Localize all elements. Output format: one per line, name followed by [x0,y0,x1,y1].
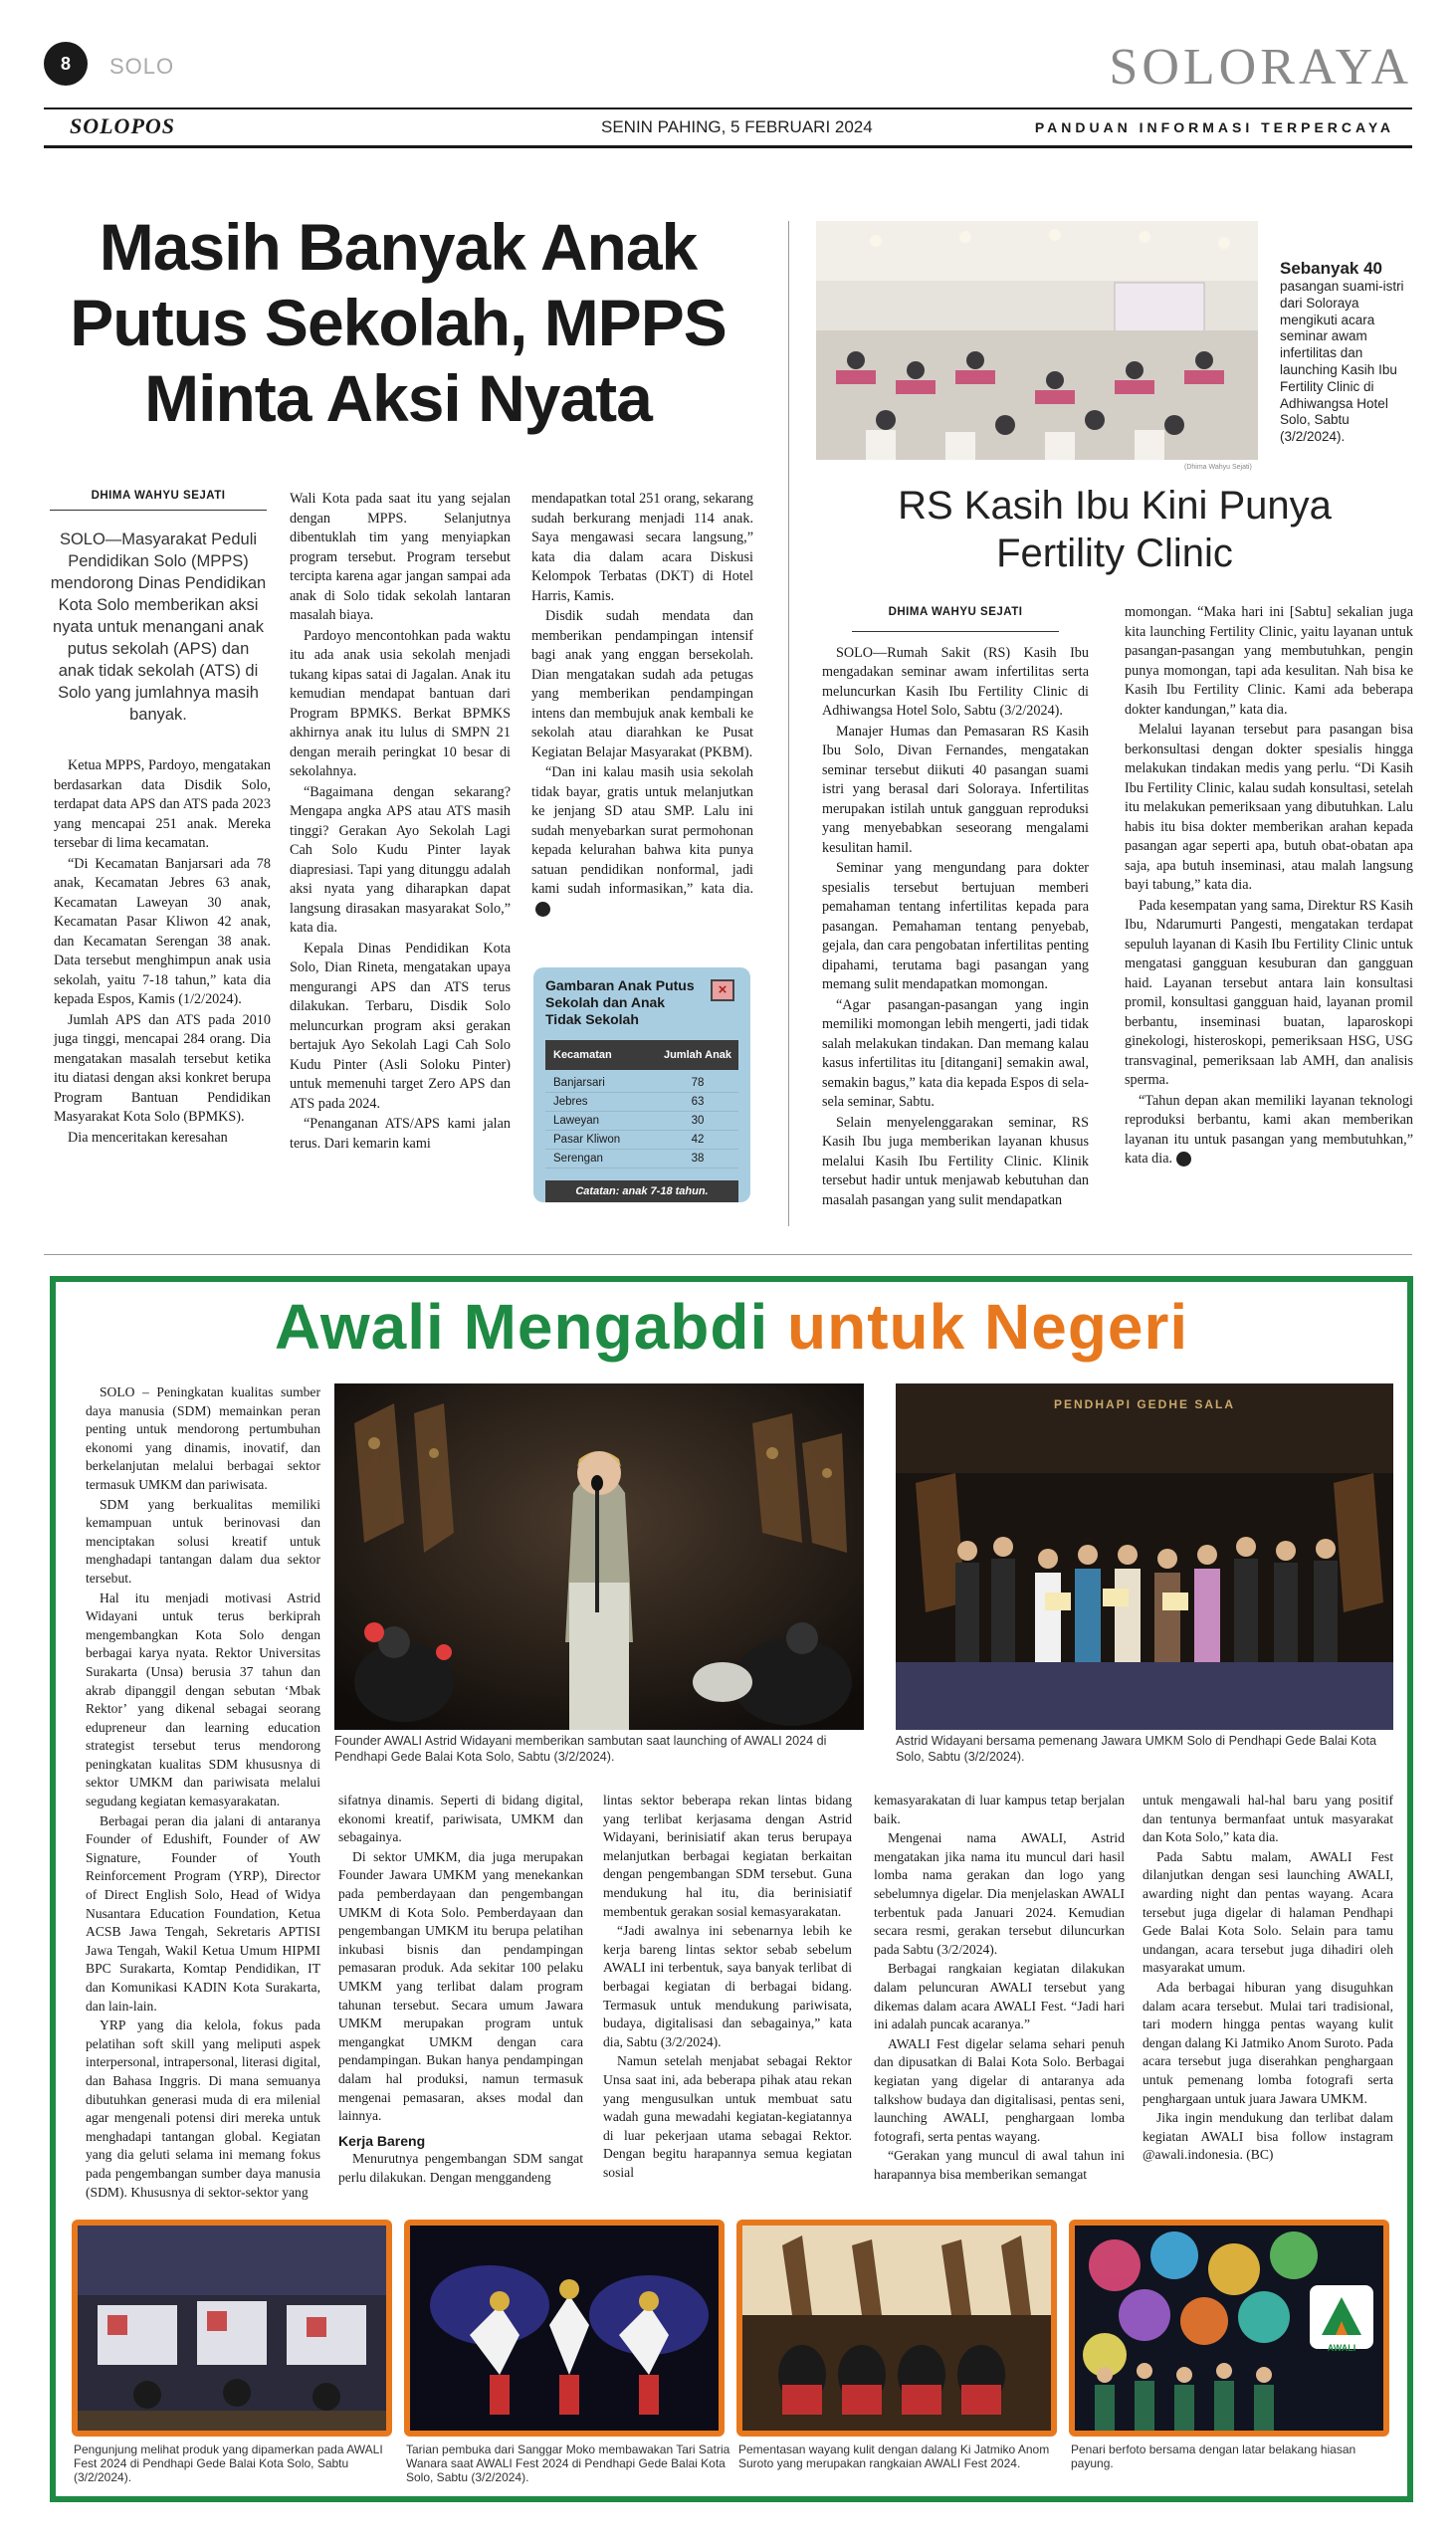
jawara-umkm-photo [896,1383,1393,1730]
paragraph: YRP yang dia kelola, fokus pada pelatihan soft skill yang meliputi aspek interpersonal, intrapersonal, literasi digital, dan Bahasa Inggris. Di mana semuanya dibutuhkan generasi muda di era milenial agar mengenali potensi diri mereka untuk menghadapi tantangan global. Kegiatan yang dia geluti selama ini memang fokus pada pengembangan sumber daya manusia (SDM). Khususnya di sektor-sektor yang [86,2017,320,2200]
infobox-note: Catatan: anak 7-18 tahun. [545,1180,738,1202]
seminar-caption [1280,259,1409,446]
paragraph: Kepala Dinas Pendidikan Kota Solo, Dian Rineta, mengatakan upaya mengurangi APS dan ATS terus dilakukan. Terbaru, Disdik Solo meluncurkan program aksi gerakan bertajuk Ayo Sekolah Lagi Cah Solo Kudu Pinter (Asli Soloku Pinter) untuk memenuhi target Zero APS dan ATS pada 2024. [290,940,511,1112]
paragraph-with-endmark [531,763,753,919]
paragraph: Berbagai peran dia jalani di antaranya Founder of Edushift, Founder of AW Signature, Founder of Youth Reinforcement Program (YRP), Director of Direct English Solo, Head of Widya Nusantara Education Foundation, Ketua ACSB Jawa Tengah, Sekretaris APTISI Jawa Tengah, Wakil Ketua Umum HIPMI BPC Surakarta, Komtap Pendidikan, IT dan Komunikasi KADIN Kota Surakarta, dan lain-lain. [86,1812,320,2014]
infobox-row-value: 42 [691,1134,705,1146]
paragraph: kemasyarakatan di luar kampus tetap berjalan baik. [874,1793,1125,1826]
page-number-badge [44,42,88,86]
paragraph: Seminar yang mengundang para dokter spesialis tersebut bertujuan memberi pemahaman tentang infertilitas kepada para pasangan. Pemahaman tentang penyebab, gejala, dan cara pengobatan infertilitas penting dipahami, terutama bagi pasangan yang memang sulit mendapatkan momongan. [822,860,1089,992]
article1-col1 [54,756,271,1149]
umbrella-dancers-photo [1075,2226,1383,2431]
tagline: PANDUAN INFORMASI TERPERCAYA [1034,119,1394,135]
umbrella-dancers-caption: Penari berfoto bersama dengan latar belakang hiasan payung. [1071,2442,1356,2470]
header-rule-top [44,107,1412,109]
close-icon: × [711,979,734,1001]
paragraph: Selain menyelenggarakan seminar, RS Kasih Ibu juga memberikan layanan khusus melalui Kasih Ibu Fertility Clinic. Klinik tersebut hadir untuk menjawab kebutuhan dan masalah pasangan yang sulit mendapatkan [822,1114,1089,1208]
paragraph: Pada Sabtu malam, AWALI Fest dilanjutkan dengan sesi launching AWALI, awarding night dan pentas wayang. Acara tersebut juga digelar di halaman Pendhapi Gede Balai Kota Solo. Selain para tamu undangan, acara tersebut juga dihadiri oleh masyarakat umum. [1143,1848,1393,1976]
paragraph: SOLO—Rumah Sakit (RS) Kasih Ibu mengadakan seminar awam infertilitas serta meluncurkan Kasih Ibu Fertility Clinic di Adhiwangsa Hotel Solo, Sabtu (3/2/2024). [822,644,1089,719]
paragraph: “Di Kecamatan Banjarsari ada 78 anak, Kecamatan Jebres 63 anak, Kecamatan Laweyan 30 anak, Kecamatan Pasar Kliwon 42 anak, dan Kecamatan Serengan 38 anak. Data tersebut menghimpun anak usia sekolah, yaitu 7-18 tahun,” kata dia kepada Espos, Kamis (1/2/2024). [54,855,271,1007]
paragraph: Namun setelah menjabat sebagai Rektor Unsa saat ini, ada beberapa pihak atau rekan yang mengusulkan untuk membuat satu wadah guna mewadahi kegiatan-kegiatannya di luar pekerjaan utama sebagai Rektor. Dengan begitu harapannya semua kegiatan sosial [603,2053,852,2180]
paragraph: Disdik sudah mendata dan memberikan pendampingan intensif bagi anak yang enggan bersekolah. Dian mengatakan sudah ada petugas yang memberikan pendampingan intens dan membujuk anak kembali ke sekolah atau diarahkan ke Pusat Kegiatan Belajar Masyarakat (PKBM). [531,608,753,760]
seminar-photo-illustration [816,221,1258,460]
jawara-umkm-illustration [896,1383,1393,1730]
infobox-row [545,1131,738,1150]
paragraph: AWALI Fest digelar selama sehari penuh dan dipusatkan di Balai Kota Solo. Berbagai kegiatan yang digelar di antaranya ada talkshow budaya dan digitalisasi, pentas seni, launching AWALI, penghargaan lomba fotografi, serta pentas wayang. [874,2035,1125,2144]
infobox-row [545,1093,738,1112]
article2-byline: DHIMA WAHYU SEJATI [852,603,1059,632]
paragraph: SDM yang berkualitas memiliki kemampuan untuk berinovasi dan menciptakan solusi kreatif untuk menghadapi tantangan dalam dua sektor tersebut. [86,1496,320,1586]
infobox-row-value: 30 [691,1115,705,1127]
astrid-speech-caption: Founder AWALI Astrid Widayani memberikan sambutan saat launching of AWALI 2024 di Pendhapi Gede Balai Kota Solo, Sabtu (3/2/2024). [334,1734,827,1764]
article1-lead: SOLO—Masyarakat Peduli Pendidikan Solo (MPPS) mendorong Dinas Pendidikan Kota Solo memberikan aksi nyata untuk menangani anak putus sekolah (APS) dan anak tidak sekolah (ATS) di Solo yang jumlahnya masih banyak. [50,531,267,724]
infobox-row-value: 63 [691,1096,705,1108]
seminar-photo-credit: (Dhima Wahyu Sejati) [1184,464,1252,471]
paragraph: Jika ingin mendukung dan terlibat dalam kegiatan AWALI bisa follow instagram @awali.indonesia. (BC) [1143,2110,1393,2163]
infobox-row-name: Serengan [553,1153,603,1165]
article1-lead-block [50,490,267,726]
paragraph: “Gerakan yang muncul di awal tahun ini harapannya bisa memberikan semangat [874,2148,1125,2182]
column-divider [788,221,789,1226]
infobox-row-name: Jebres [553,1096,588,1108]
paragraph-with-endmark [1125,1092,1413,1169]
feature-col3 [603,1792,852,2183]
article1-byline: DHIMA WAHYU SEJATI [50,490,267,511]
paragraph: “Agar pasangan-pasangan yang ingin memiliki momongan lebih mengerti, jadi tidak salah melakukan tindakan. Dan memang kalau kasus infertilitas itu [ditangani] semakin awal, semakin bagus,” kata dia kepada Espos di sela-sela seminar, Sabtu. [822,996,1089,1110]
paragraph: Menurutnya pengembangan SDM sangat perlu dilakukan. Dengan menggandeng [338,2151,583,2185]
satria-wanara-caption: Tarian pembuka dari Sanggar Moko membawakan Tari Satria Wanara saat AWALI Fest 2024 di Pendhapi Gede Balai Kota Solo, Sabtu (3/2/2024). [406,2442,730,2484]
awali-logo-text: AWALI [1327,2343,1356,2353]
wayang-kulit-photo [742,2226,1051,2431]
header-rule-bottom [44,145,1412,148]
infobox-row-value: 38 [691,1153,705,1165]
satria-wanara-dance-photo [410,2226,719,2431]
seminar-photo [816,221,1258,460]
bottom-photo-2-frame [404,2220,725,2437]
paragraph: lintas sektor beberapa rekan lintas bidang yang terlibat kerjasama dengan Astrid Widayani, berinisiatif akan terus berupaya melanjutkan berbagai kegiatan berkaitan dengan pengembangan SDM tersebut. Guna mendukung hal itu, dia berinisiatif membentuk gerakan sosial kemasyarakatan. [603,1793,852,1919]
feature-title [56,1290,1407,1364]
article2-col2 [1125,603,1413,1170]
paragraph: “Jadi awalnya ini sebenarnya lebih ke kerja bareng lintas sektor sebab sebelum AWALI ini terbentuk, saya banyak terlibat di berbagai kegiatan di berbagai bidang. Termasuk untuk mendukung pariwisata, budaya, digitalisasi dan sebagainya,” kata dia, Sabtu (3/2/2024). [603,1923,852,2049]
article1-col3 [531,490,753,920]
infobox-rows [545,1074,738,1168]
infobox-row-value: 78 [691,1077,705,1089]
infobox-row [545,1150,738,1168]
infobox-col-jumlah: Jumlah Anak [663,1048,732,1061]
article1-title: Masih Banyak Anak Putus Sekolah, MPPS Minta Aksi Nyata [70,210,727,435]
infobox-row-name: Pasar Kliwon [553,1134,621,1146]
astrid-speech-illustration [334,1383,864,1730]
infobox-table-header [545,1040,738,1070]
paragraph: Wali Kota pada saat itu yang sejalan dengan MPPS. Selanjutnya dibentuklah tim yang menyiapkan program tersebut. Program tersebut tercipta karena agar jangan sampai ada anak di Solo tidak sekolah lantaran masalah biaya. [290,491,511,623]
feature-col4 [874,1792,1125,2185]
seminar-caption-text: pasangan suami-istri dari Soloraya mengikuti acara seminar awam infertilitas dan launching Kasih Ibu Fertility Clinic di Adhiwangsa Hotel Solo, Sabtu (3/2/2024). [1280,279,1404,445]
infobox-row-name: Banjarsari [553,1077,605,1089]
paragraph: Berbagai rangkaian kegiatan dilakukan dalam peluncuran AWALI tersebut yang dikemas dalam acara AWALI Fest. “Jadi hari ini adalah puncak acaranya.” [874,1961,1125,2032]
subhead-kerja-bareng: Kerja Bareng [338,2132,426,2149]
article1-col2 [290,490,511,1155]
bottom-photo-1-frame [72,2220,392,2437]
paragraph: SOLO – Peningkatan kualitas sumber daya manusia (SDM) memainkan peran penting untuk mendorong pertumbuhan ekonomi yang dinamis, inovatif, dan berkelanjutan melalui berbagai sektor termasuk UMKM dan pariwisata. [86,1384,320,1492]
infobox [533,967,750,1202]
paragraph: “Penanganan ATS/APS kami jalan terus. Dari kemarin kami [290,1116,511,1152]
infobox-row [545,1112,738,1131]
paragraph: “Tahun depan akan memiliki layanan teknologi reproduksi berbantu, kami akan memberikan layanan itu untuk pasangan yang membutuhkan,” kata dia. [1125,1092,1413,1167]
rubric-title: SOLORAYA [1109,39,1412,96]
bottom-photo-3-frame [736,2220,1057,2437]
page-header [0,0,1456,159]
paragraph: sifatnya dinamis. Seperti di bidang digital, ekonomi kreatif, pariwisata, UMKM dan sebagainya. [338,1793,583,1845]
bottom-photo-4-frame [1069,2220,1389,2437]
infobox-title: Gambaran Anak Putus Sekolah dan Anak Tidak Sekolah [545,977,695,1027]
seminar-caption-lead: Sebanyak 40 [1280,259,1383,278]
feature-col2 [338,1792,583,2188]
section-separator [44,1254,1412,1255]
paragraph: Di sektor UMKM, dia juga merupakan Founder Jawara UMKM yang menekankan pada pemberdayaan dan pengembangan UMKM di Kota Solo. Pemberdayaan dan pengembangan UMKM itu berupa pelatihan inkubasi bisnis dan pendampingan pemasaran produk. Ada sekitar 100 pelaku UMKM yang terlibat dalam program tahunan tersebut. Secara umum Jawara UMKM merupakan program untuk mengangkat UMKM dengan cara pendampingan. Bukan hanya pendampingan dalam hal produksi, namun termasuk mengenai pemasaran, akses modal dan lainnya. [338,1848,583,2124]
product-exhibit-caption: Pengunjung melihat produk yang dipamerkan pada AWALI Fest 2024 di Pendhapi Gede Balai Kota Solo, Sabtu (3/2/2024). [74,2442,383,2484]
article2-col1 [822,603,1089,1211]
paragraph: Mengenai nama AWALI, Astrid mengatakan jika nama itu muncul dari hasil lomba nama gerakan dan logo yang sebelumnya digelar. Dia menjelaskan AWALI terbentuk pada Januari 2024. Kemudian secara resmi, gerakan tersebut diluncurkan pada Sabtu (3/2/2024). [874,1830,1125,1957]
astrid-speech-photo [334,1383,864,1730]
paragraph: Melalui layanan tersebut para pasangan bisa berkonsultasi dengan dokter spesialis hingga melakukan tindakan medis yang perlu. “Di Kasih Ibu Fertility Clinic, kalau sudah konsultasi, setelah itu melakukan pemeriksaan yang dibutuhkan. Lalu habis itu bisa dokter memberikan arahan kepada pasangan agar seperti apa, butuh obat-obatan apa saja, apa butuh inseminasi, atau malah langsung bayi tabung,” kata dia. [1125,722,1413,893]
paragraph: untuk mengawali hal-hal baru yang positif dan tentunya bermanfaat untuk masyarakat dan Kota Solo,” kata dia. [1143,1793,1393,1845]
infobox-row-name: Laweyan [553,1115,600,1127]
product-exhibit-photo [78,2226,386,2431]
paragraph: Pada kesempatan yang sama, Direktur RS Kasih Ibu, Ndarumurti Pangesti, mengatakan terdapat sepuluh layanan di Kasih Ibu Fertility Clinic untuk mengatasi gangguan kesuburan dan gangguan haid. Layanan tersebut antara lain konsultasi promil, konsultasi gangguan haid, layanan promil berbantu, inseminasi buatan, laparoskopi ginekologi, histeroskopi, pemeriksaan HSG, USG transvaginal, pemeriksaan lab AMH, dan analisis sperma. [1125,897,1413,1088]
pendhapi-sign: PENDHAPI GEDHE SALA [1053,1397,1236,1411]
end-of-article-icon [1176,1152,1191,1167]
wayang-kulit-caption: Pementasan wayang kulit dengan dalang Ki Jatmiko Anom Suroto yang merupakan rangkaian AWALI Fest 2024. [738,2442,1050,2470]
infobox-row [545,1074,738,1093]
paragraph: Ada berbagai hiburan yang disuguhkan dalam acara tersebut. Mulai tari tradisional, tari modern hingga pentas wayang kulit dengan dalang Ki Jatmiko Anom Suroto. Pada acara tersebut juga diserahkan penghargaan untuk pemenang lomba fotografi serta penghargaan untuk juara Jawara UMKM. [1143,1979,1393,2106]
section-label: SOLO [109,54,175,79]
paragraph: mendapatkan total 251 orang, sekarang sudah berkurang menjadi 114 anak. Saya mengawasi secara langsung,” kata dia dalam acara Diskusi Kelompok Terbatas (DKT) di Hotel Harris, Kamis. [531,491,753,604]
paragraph: “Dan ini kalau masih usia sekolah tidak bayar, gratis untuk melanjutkan ke jenjang SD atau SMP. Lalu ini sudah menyebarkan surat permohonan kepada kelurahan bahwa kita punya satuan pendidikan nonformal, jadi kami sudah informasikan,” kata dia. [531,764,753,897]
paragraph: “Bagaimana dengan sekarang? Mengapa angka APS atau ATS masih tinggi? Gerakan Ayo Sekolah Lagi Cah Solo Kudu Pinter layak diapresiasi. Tapi yang ditunggu adalah aksi nyata yang diharapkan dapat langsung dirasakan masyarakat Solo,” kata dia. [290,783,511,936]
feature-title-orange: untuk Negeri [787,1291,1189,1363]
end-of-article-icon [535,902,550,917]
paragraph: Pardoyo mencontohkan pada waktu itu ada anak usia sekolah menjadi tukang kipas satai di Jagalan. Anak itu kemudian mendapat bantuan dari Program BPMKS. Berkat BPMKS akhirnya anak itu lulus di SMPN 21 dengan meraih peringkat 10 besar di sekolahnya. [290,627,511,779]
article2-title: RS Kasih Ibu Kini Punya Fertility Clinic [898,484,1332,575]
brand-logo: SOLOPOS [70,113,176,138]
infobox-col-kecamatan: Kecamatan [553,1049,612,1061]
page-number: 8 [60,54,71,74]
issue-date: SENIN PAHING, 5 FEBRUARI 2024 [601,117,873,136]
paragraph: Jumlah APS dan ATS pada 2010 juga tinggi, mencapai 284 orang. Dia mengatakan masalah tersebut ketika itu diatasi dengan aksi konkret berupa Program Bantuan Pendidikan Masyarakat Kota Solo (BPMKS). [54,1011,271,1125]
feature-title-green: Awali Mengabdi [274,1291,769,1363]
paragraph: Dia menceritakan keresahan [68,1129,228,1146]
feature-col5 [1143,1792,1393,2166]
paragraph: Manajer Humas dan Pemasaran RS Kasih Ibu Solo, Divan Fernandes, mengatakan seminar tersebut diikuti 40 pasangan suami istri yang berasal dari Soloraya. Infertilitas merupakan istilah untuk gangguan reproduksi yang menyebabkan seseorang mengalami kesulitan hamil. [822,723,1089,856]
jawara-umkm-caption: Astrid Widayani bersama pemenang Jawara UMKM Solo di Pendhapi Gede Balai Kota Solo, Sabtu (3/2/2024). [896,1734,1377,1764]
feature-col1 [86,1383,320,2203]
paragraph: Ketua MPPS, Pardoyo, mengatakan berdasarkan data Disdik Solo, terdapat data APS dan ATS pada 2023 yang mencapai 251 anak. Mereka tersebar di lima kecamatan. [54,757,271,851]
paragraph: momongan. “Maka hari ini [Sabtu] sekalian juga kita launching Fertility Clinic, yaitu layanan untuk pasangan-pasangan yang membutuhkan, pengin punya momongan, tapi ada kesulitan. Nah bisa ke Kasih Ibu Fertility Clinic. Kami ada beberapa dokter kandungan,” kata dia. [1125,604,1413,718]
paragraph: Hal itu menjadi motivasi Astrid Widayani untuk terus berkiprah mengembangkan Kota Solo dengan berbagai karya nyata. Rektor Universitas Surakarta (Unsa) berusia 37 tahun dan akrab dipanggil dengan sebutan ‘Mbak Rektor’ yang dikenal sebagai seorang edupreneur dan learning education strategist tersebut terus mendorong peningkatan kualitas SDM khususnya di sektor UMKM dan pariwisata melalui segudang kegiatan kemasyarakatan. [86,1590,320,1809]
